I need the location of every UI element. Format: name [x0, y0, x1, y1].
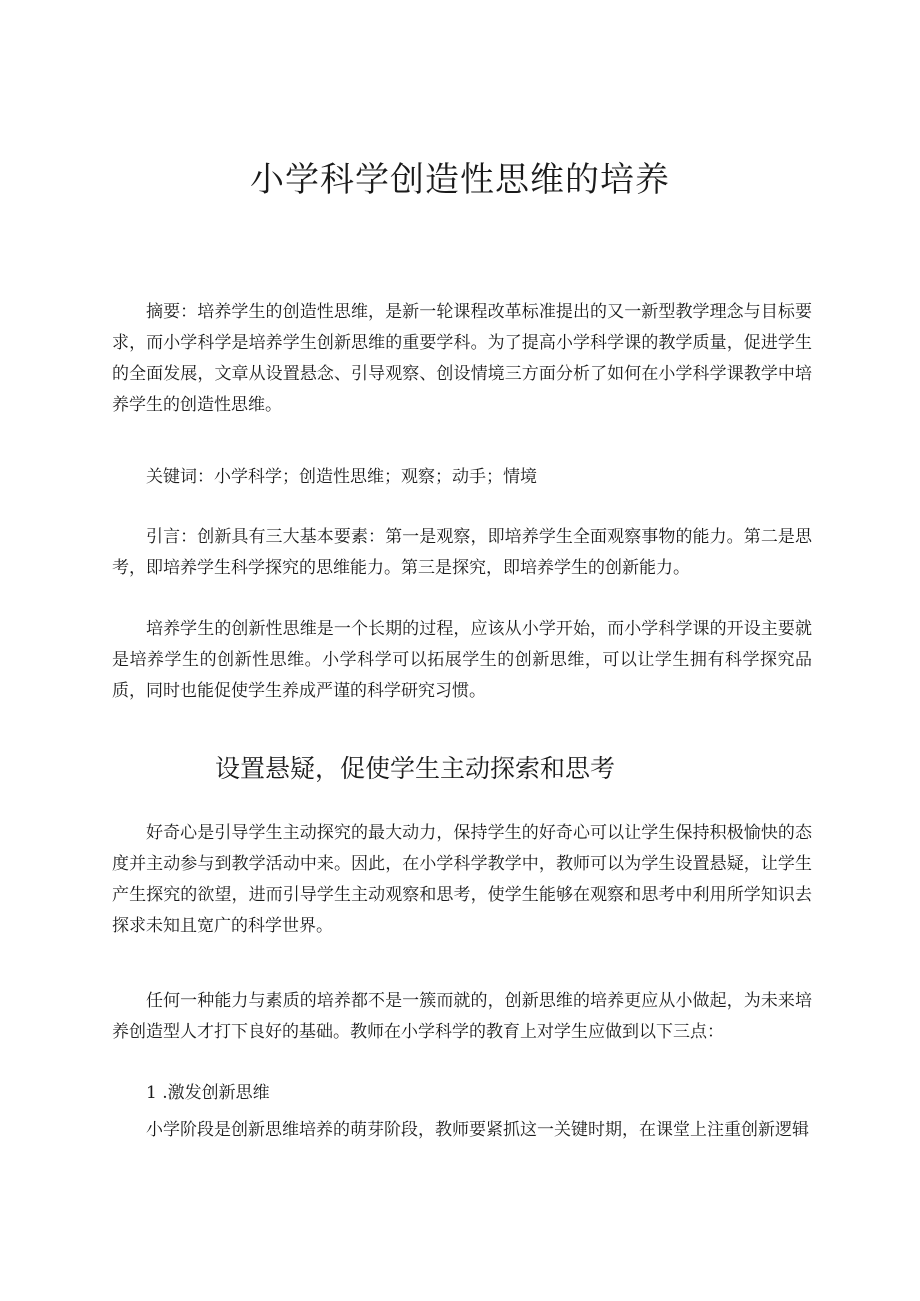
document-title: 小学科学创造性思维的培养 [250, 160, 670, 200]
body-paragraph-3: 任何一种能力与素质的培养都不是一簇而就的，创新思维的培养更应从小做起，为未来培养创造型人才打下良好的基础。教师在小学科学的教育上对学生应做到以下三点： [112, 991, 812, 1042]
keywords-line: 关键词：小学科学；创造性思维；观察；动手；情境 [146, 467, 537, 487]
intro-paragraph: 引言：创新具有三大基本要素：第一是观察，即培养学生全面观察事物的能力。第二是思考，即培养学生科学探究的思维能力。第三是探究，即培养学生的创新能力。 [112, 527, 812, 578]
list-item-1: 1 .激发创新思维 [146, 1083, 270, 1103]
body-paragraph-1: 培养学生的创新性思维是一个长期的过程，应该从小学开始，而小学科学课的开设主要就是培养学生的创新性思维。小学科学可以拓展学生的创新思维，可以让学生拥有科学探究品质，同时也能促使学生养成严谨的科学研究习惯。 [112, 619, 812, 701]
body-paragraph-4: 小学阶段是创新思维培养的萌芽阶段，教师要紧抓这一关键时期，在课堂上注重创新逻辑 [146, 1120, 809, 1140]
body-paragraph-2: 好奇心是引导学生主动探究的最大动力，保持学生的好奇心可以让学生保持积极愉快的态度并主动参与到教学活动中来。因此，在小学科学教学中，教师可以为学生设置悬疑，让学生产生探究的欲望，进而引导学生主动观察和思考，使学生能够在观察和思考中利用所学知识去探求未知且宽广的科学世界。 [112, 823, 812, 936]
section-heading: 设置悬疑，促使学生主动探索和思考 [215, 754, 616, 783]
abstract-paragraph: 摘要：培养学生的创造性思维，是新一轮课程改革标准提出的又一新型教学理念与目标要求，而小学科学是培养学生创新思维的重要学科。为了提高小学科学课的教学质量，促进学生的全面发展，文章从设置悬念、引导观察、创设情境三方面分析了如何在小学科学课教学中培养学生的创造性思维。 [112, 302, 812, 415]
